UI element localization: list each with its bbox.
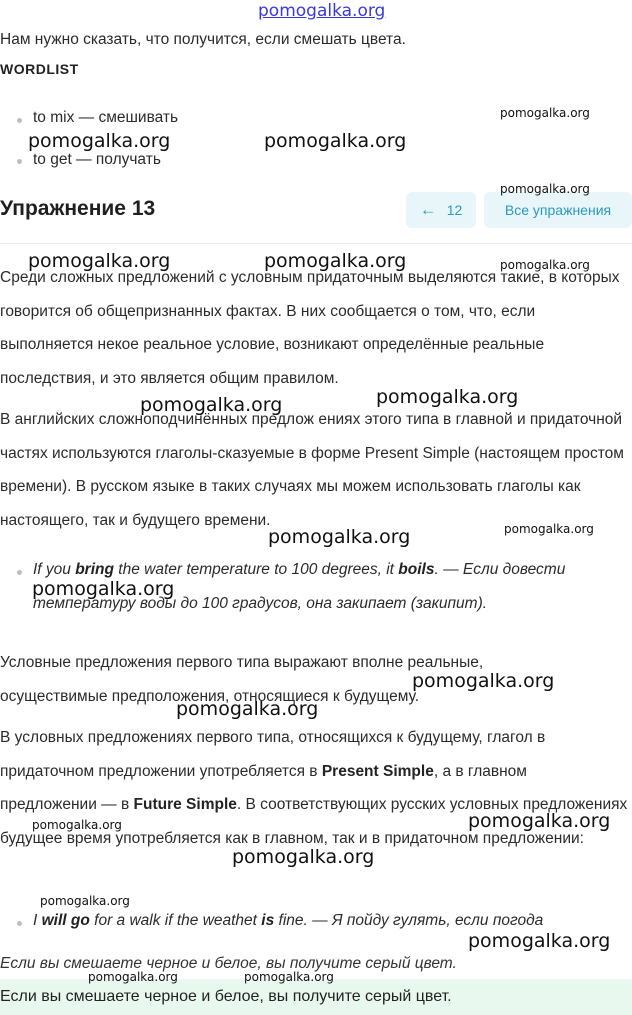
watermark: pomogalka.org (268, 526, 411, 548)
answer-box (0, 979, 632, 1015)
watermark: pomogalka.org (176, 698, 319, 720)
watermark: pomogalka.org (28, 130, 171, 152)
watermark: pomogalka.org (504, 522, 594, 536)
watermark: pomogalka.org (88, 970, 178, 984)
theory-paragraph: Условные предложения первого типа выражают вполне реальные, осуществимые предположения, относящиеся к будущему. (0, 654, 484, 705)
intro-text: Нам нужно сказать, что получится, если смешать цвета. (0, 31, 406, 48)
watermark: pomogalka.org (468, 810, 611, 832)
watermark: pomogalka.org (40, 894, 130, 908)
watermark: pomogalka.org (140, 394, 283, 416)
example-bullet (17, 570, 22, 575)
example-sentence: I will go for a walk if the weathet is fine. — Я пойду гулять, если погода (33, 912, 544, 929)
watermark: pomogalka.org (264, 250, 407, 272)
theory-paragraph: Среди сложных предложений с условным придаточным выделяются такие, в которых говорится об общепризнанных фактах. В них сообщается о том, что, если выполняется некое реальное условие, возникают определённые реальные последствия, и это является общим правилом. (0, 269, 620, 387)
watermark: pomogalka.org (244, 970, 334, 984)
theory-paragraph: В условных предложениях первого типа, относящихся к будущему, глагол в придаточном предложении употребляется в Present Simple, а в главном предложении — в Future Simple. В соответствующих русских условных предложениях будущее время употребляется как в главном, так и в придаточном предложении: (0, 729, 628, 847)
wordlist-item: to mix — смешивать (33, 109, 179, 126)
wordlist-bullet (17, 118, 22, 123)
watermark: pomogalka.org (376, 386, 519, 408)
wordlist-title: WORDLIST (0, 61, 79, 77)
prev-exercise-button[interactable] (406, 192, 476, 228)
watermark: pomogalka.org (28, 250, 171, 272)
arrow-left-icon: ← (419, 200, 437, 219)
theory-paragraph: В английских сложноподчинённых предлож ениях этого типа в главной и придаточной частях используются глаголы-сказуемые в форме Present Simple (настоящем простом времени). В русском языке в таких случаях мы можем использовать глаголы как настоящего, так и будущего времени. (0, 411, 624, 529)
watermark: pomogalka.org (232, 846, 375, 868)
header-divider (0, 243, 632, 244)
watermark: pomogalka.org (264, 130, 407, 152)
example-sentence: If you bring the water temperature to 100 degrees, it boils. — Если довести температуру воды до 100 градусов, она закипает (закипит). (33, 561, 566, 612)
task-sentence: Если вы смешаете черное и белое, вы получите серый цвет. (0, 955, 457, 972)
watermark: pomogalka.org (500, 182, 590, 196)
example-bullet (17, 921, 22, 926)
watermark: pomogalka.org (500, 106, 590, 120)
prev-exercise-number: 12 (446, 202, 463, 218)
watermark: pomogalka.org (412, 670, 555, 692)
all-exercises-button[interactable]: Все упражнения (484, 192, 632, 228)
watermark: pomogalka.org (32, 578, 175, 600)
watermark: pomogalka.org (32, 818, 122, 832)
watermark: pomogalka.org (468, 930, 611, 952)
wordlist-bullet (17, 159, 22, 164)
wordlist-item: to get — получать (33, 151, 161, 168)
watermark: pomogalka.org (500, 258, 590, 272)
watermark-top[interactable]: pomogalka.org (258, 1, 386, 21)
exercise-title: Упражнение 13 (0, 197, 156, 220)
answer-text: Если вы смешаете черное и белое, вы получите серый цвет. (0, 988, 452, 1005)
